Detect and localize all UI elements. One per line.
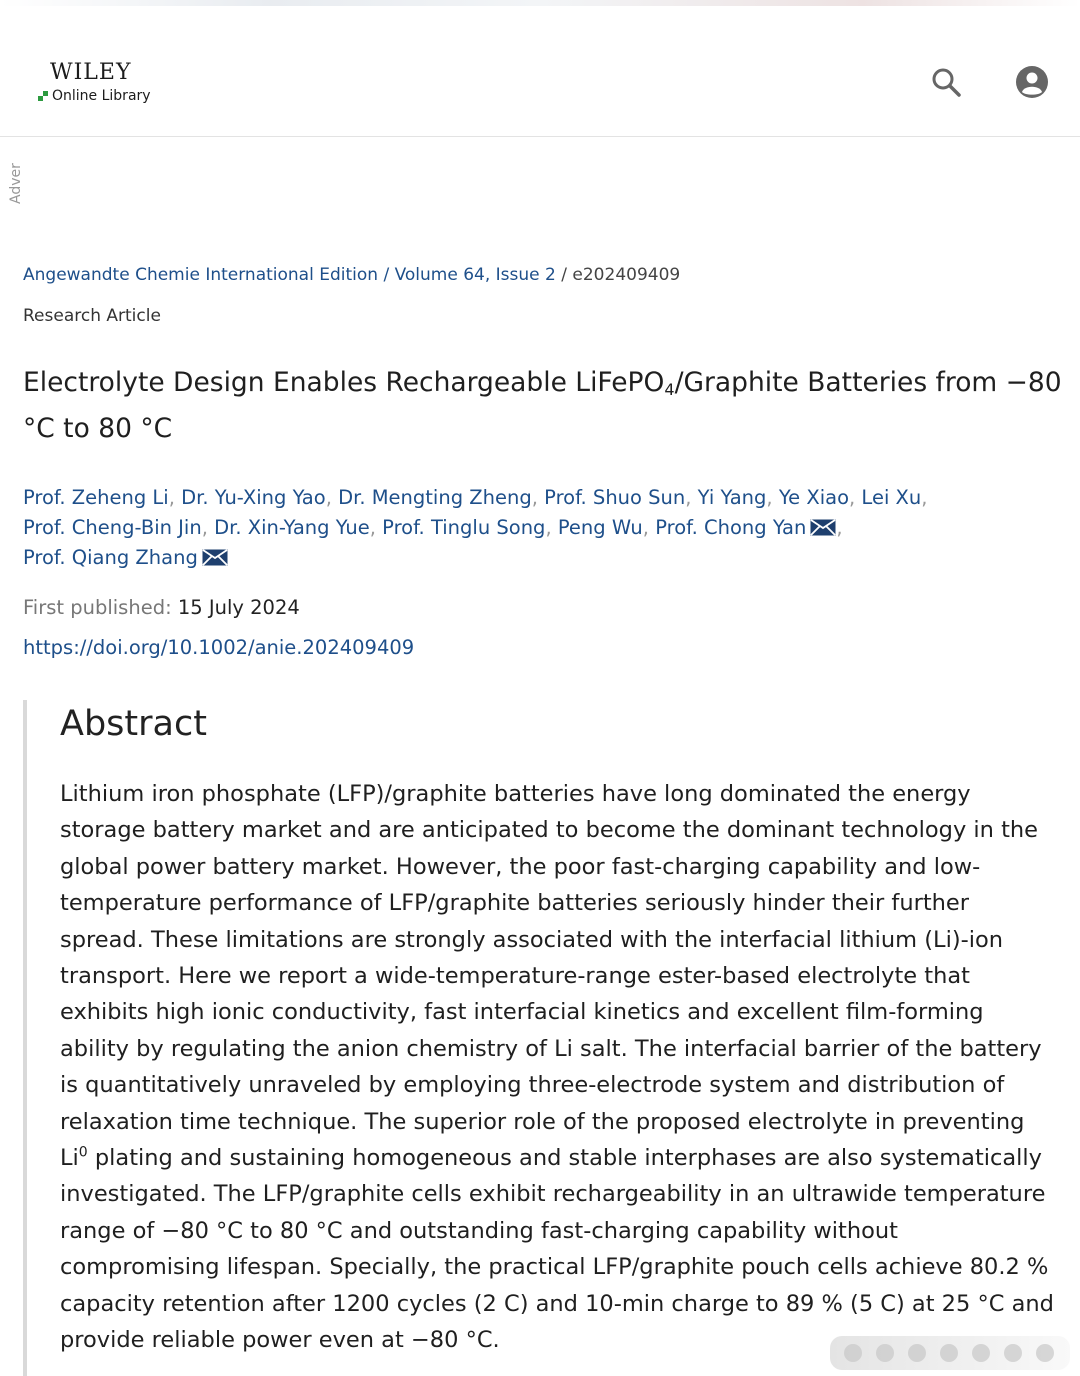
author-link[interactable]: Dr. Yu-Xing Yao	[181, 486, 326, 509]
abstract-section	[23, 700, 1063, 1376]
published-date: 15 July 2024	[177, 596, 300, 619]
breadcrumb-separator: /	[555, 265, 573, 285]
advertisement-label: Adver	[8, 163, 24, 204]
author-link[interactable]: Prof. Cheng-Bin Jin	[23, 516, 202, 539]
user-account-button[interactable]	[1012, 62, 1052, 102]
author-link[interactable]: Yi Yang	[697, 486, 767, 509]
wiley-online-library-logo[interactable]	[38, 62, 151, 104]
author-link[interactable]: Prof. Shuo Sun	[544, 486, 686, 509]
author-link[interactable]: Dr. Mengting Zheng	[338, 486, 532, 509]
author-link[interactable]: Prof. Tinglu Song	[382, 516, 546, 539]
breadcrumb-article-id: e202409409	[572, 265, 681, 285]
first-published	[23, 596, 300, 619]
article-type: Research Article	[23, 306, 161, 326]
corresponding-author-mail-icon[interactable]	[202, 549, 228, 566]
doi-link[interactable]: https://doi.org/10.1002/anie.202409409	[23, 636, 415, 659]
logo-brand: WILEY	[50, 60, 132, 85]
author-list: Prof. Zeheng Li, Dr. Yu-Xing Yao, Dr. Mengting Zheng, Prof. Shuo Sun, Yi Yang, Ye Xiao, Lei Xu, Prof. Cheng-Bin Jin, Dr. Xin-Yang Yue, Prof. Tinglu Song, Peng Wu, Prof. Chong Yan , Prof. Qiang Zhang	[23, 486, 928, 569]
breadcrumb-separator: /	[378, 265, 395, 285]
author-link[interactable]: Prof. Chong Yan	[655, 516, 807, 539]
author-link[interactable]: Lei Xu	[861, 486, 922, 509]
breadcrumb	[23, 265, 680, 285]
corresponding-author-mail-icon[interactable]	[810, 519, 836, 536]
site-header	[0, 6, 1080, 137]
abstract-heading: Abstract	[60, 704, 207, 744]
article-title: Electrolyte Design Enables Rechargeable LiFePO$_4$/Graphite Batteries from −80 °C to 80 °C	[23, 367, 1062, 444]
breadcrumb-journal[interactable]: Angewandte Chemie International Edition	[23, 265, 379, 285]
author-link[interactable]: Dr. Xin-Yang Yue	[214, 516, 370, 539]
author-link[interactable]: Prof. Qiang Zhang	[23, 546, 198, 569]
author-link[interactable]: Ye Xiao	[778, 486, 850, 509]
author-link[interactable]: Peng Wu	[557, 516, 643, 539]
search-icon	[930, 66, 962, 98]
abstract-text: Lithium iron phosphate (LFP)/graphite batteries have long dominated the energy storage battery market and are anticipated to become the dominant technology in the global power battery market. However, the poor fast-charging capability and low-temperature performance of LFP/graphite batteries seriously hinder their further spread. These limitations are strongly associated with the interfacial lithium (Li)-ion transport. Here we report a wide-temperature-range ester-based electrolyte that exhibits high ionic conductivity, fast interfacial kinetics and excellent film-forming ability by regulating the anion chemistry of Li salt. The interfacial barrier of the battery is quantitatively unraveled by employing three-electrode system and distribution of relaxation time technique. The superior role of the proposed electrolyte in preventing Li$^0$ plating and sustaining homogeneous and stable interphases are also systematically investigated. The LFP/graphite cells exhibit rechargeability in an ultrawide temperature range of −80 °C to 80 °C and outstanding fast-charging capability without compromising lifespan. Specially, the practical LFP/graphite pouch cells achieve 80.2 % capacity retention after 1200 cycles (2 C) and 10-min charge to 89 % (5 C) at 25 °C and provide reliable power even at −80 °C.	[60, 781, 1054, 1354]
published-label: First published:	[23, 596, 172, 619]
breadcrumb-issue[interactable]: Volume 64, Issue 2	[394, 265, 556, 285]
user-account-icon	[1015, 65, 1049, 99]
watermark-overlay	[830, 1336, 1070, 1370]
author-link[interactable]: Prof. Zeheng Li	[23, 486, 169, 509]
logo-subtitle: Online Library	[52, 88, 151, 104]
logo-mark-icon	[38, 91, 48, 101]
search-button[interactable]	[926, 62, 966, 102]
